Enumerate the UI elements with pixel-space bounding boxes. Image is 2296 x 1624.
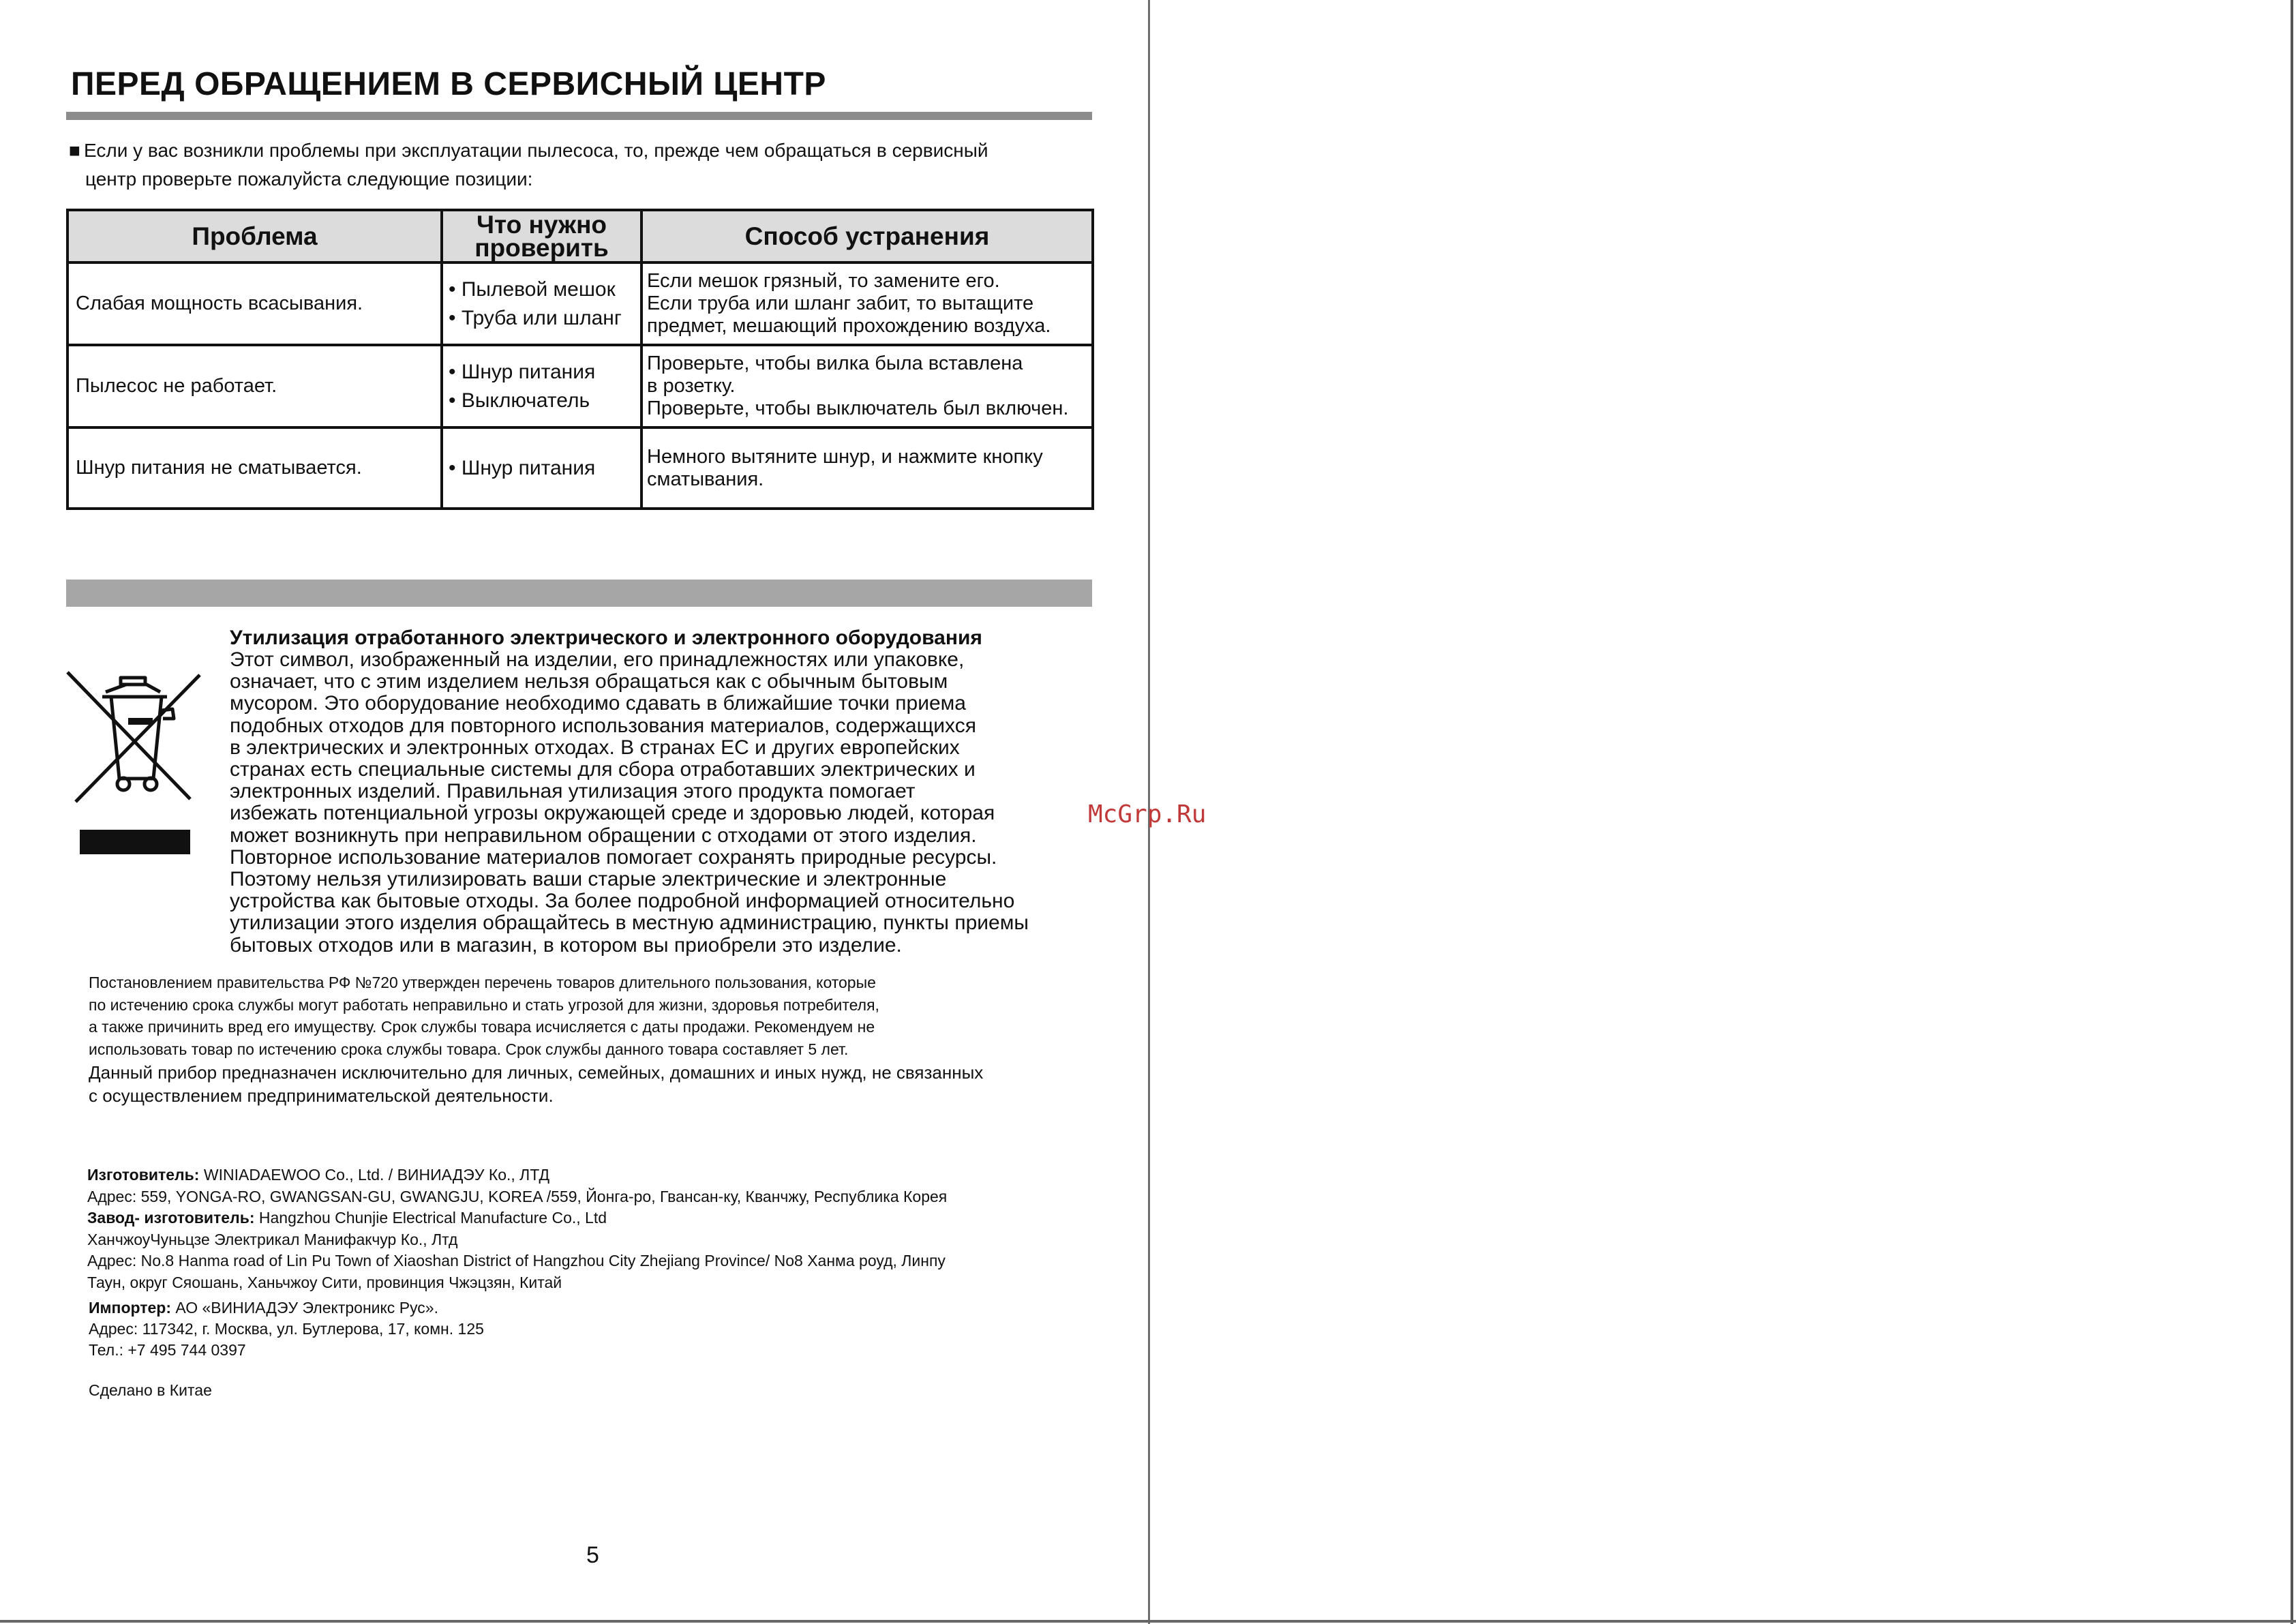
disposal-line: утилизации этого изделия обращайтесь в местную администрацию, пункты приемы (230, 912, 1029, 935)
table-row (67, 427, 1093, 509)
problem-cell: Слабая мощность всасывания. (67, 262, 442, 345)
importer-info (89, 1297, 1125, 1361)
title-underline (66, 112, 1092, 120)
square-bullet-icon: ■ (69, 140, 80, 161)
intro-line: Если у вас возникли проблемы при эксплуатации пылесоса, то, прежде чем обращаться в сервисный (84, 140, 988, 161)
maker-address: Адрес: 559, YONGA-RO, GWANGSAN-GU, GWANGJU, KOREA /559, Йонга-ро, Гвансан-ку, Кванчжу, Республика Корея (87, 1187, 948, 1205)
section-separator-band (66, 580, 1092, 607)
fix-line: Проверьте, чтобы вилка была вставлена (647, 352, 1023, 374)
factory-label: Завод- изготовитель: (87, 1209, 255, 1227)
check-item: • Пылевой мешок (449, 277, 616, 301)
fix-line: Проверьте, чтобы выключатель был включен. (647, 397, 1069, 419)
fix-line: Если труба или шланг забит, то вытащите (647, 292, 1034, 314)
fix-line: в розетку. (647, 375, 736, 397)
intro-line: центр проверьте пожалуйста следующие позиции: (85, 168, 533, 190)
service-life-decree (89, 972, 1111, 1060)
disposal-line: Поэтому нельзя утилизировать ваши старые электрические и электронные (230, 868, 947, 891)
intro-paragraph (69, 136, 1105, 194)
disposal-line: означает, что с этим изделием нельзя обращаться как с обычным бытовым (230, 670, 948, 693)
disposal-line: бытовых отходов или в магазин, в котором вы приобрели это изделие. (230, 933, 902, 957)
purpose-line: с осуществлением предпринимательской деятельности. (89, 1085, 554, 1106)
check-cell (442, 262, 641, 345)
disposal-line: Повторное использование материалов помогает сохранять природные ресурсы. (230, 845, 997, 869)
disposal-line: электронных изделий. Правильная утилизация этого продукта помогает (230, 780, 916, 803)
disposal-line: избежать потенциальной угрозы окружающей среде и здоровью людей, которая (230, 802, 995, 825)
fix-cell (641, 427, 1093, 509)
disposal-line: мусором. Это оборудование необходимо сдавать в ближайшие точки приема (230, 692, 966, 715)
check-item: • Труба или шланг (449, 306, 622, 329)
problem-cell: Шнур питания не сматывается. (67, 427, 442, 509)
column-header-problem: Проблема (67, 210, 442, 262)
fix-cell (641, 345, 1093, 427)
factory-address: Адрес: No.8 Hanma road of Lin Pu Town of Xiaoshan District of Hangzhou City Zhejiang Province/ No8 Ханма роуд, Линпу (87, 1252, 946, 1269)
check-cell (442, 427, 641, 509)
check-item: • Выключатель (449, 389, 590, 412)
disposal-line: устройства как бытовые отходы. За более подробной информацией относительно (230, 890, 1015, 913)
intended-use-note (89, 1061, 1111, 1107)
check-item: • Шнур питания (449, 456, 596, 479)
decree-line: использовать товар по истечению срока службы товара. Срок службы данного товара составляет 5 лет. (89, 1040, 849, 1058)
fix-line: Если мешок грязный, то замените его. (647, 270, 1000, 292)
disposal-title: Утилизация отработанного электрического и электронного оборудования (230, 627, 982, 649)
decree-line: а также причинить вред его имуществу. Срок службы товара исчисляется с даты продажи. Рекомендуем не (89, 1018, 875, 1036)
maker-label: Изготовитель: (87, 1166, 200, 1184)
check-item: • Шнур питания (449, 360, 596, 383)
fix-cell (641, 262, 1093, 345)
table-row (67, 345, 1093, 427)
disposal-line: в электрических и электронных отходах. В странах ЕС и других европейских (230, 736, 960, 759)
importer-value: АО «ВИНИАДЭУ Электроникс Рус». (171, 1299, 438, 1317)
disposal-line: подобных отходов для повторного использования материалов, содержащихся (230, 714, 976, 737)
separate-collection-bar (80, 830, 190, 854)
country-of-origin: Сделано в Китае (89, 1381, 212, 1399)
page-bottom-edge (0, 1620, 2296, 1623)
factory-address: Таун, округ Сяошань, Ханьчжоу Сити, провинция Чжэцзян, Китай (87, 1273, 562, 1291)
purpose-line: Данный прибор предназначен исключительно для личных, семейных, домашних и иных нужд, не связанных (89, 1062, 984, 1083)
page-title: ПЕРЕД ОБРАЩЕНИЕМ В СЕРВИСНЫЙ ЦЕНТР (71, 66, 826, 102)
column-header-fix: Способ устранения (641, 210, 1093, 262)
problem-cell: Пылесос не работает. (67, 345, 442, 427)
table-row (67, 262, 1093, 345)
decree-line: Постановлением правительства РФ №720 утвержден перечень товаров длительного пользования, которые (89, 974, 876, 991)
column-header-check: Что нужно проверить (442, 210, 641, 262)
watermark: McGrp.Ru (1088, 800, 1207, 828)
disposal-line: странах есть специальные системы для сбора отработавших электрических и (230, 758, 976, 781)
importer-label: Импортер: (89, 1299, 171, 1317)
page-right-edge (2291, 0, 2293, 1624)
maker-value: WINIADAEWOO Co., Ltd. / ВИНИАДЭУ Ко., ЛТД (199, 1166, 550, 1184)
fix-line: предмет, мешающий прохождению воздуха. (647, 315, 1051, 337)
troubleshooting-table (66, 209, 1094, 510)
check-cell (442, 345, 641, 427)
manufacturer-info (87, 1164, 1123, 1293)
disposal-line: Этот символ, изображенный на изделии, его принадлежностях или упаковке, (230, 648, 965, 671)
page-number: 5 (586, 1542, 599, 1568)
fix-line: сматывания. (647, 468, 764, 490)
disposal-line: может возникнуть при неправильном обращении с отходами от этого изделия. (230, 824, 977, 847)
decree-line: по истечению срока службы могут работать неправильно и стать угрозой для жизни, здоровья потребителя, (89, 995, 879, 1014)
crossed-out-wheelie-bin-icon (65, 670, 208, 806)
disposal-text (230, 649, 1109, 957)
importer-address: Адрес: 117342, г. Москва, ул. Бутлерова, 17, комн. 125 (89, 1320, 484, 1338)
importer-phone: Тел.: +7 495 744 0397 (89, 1341, 246, 1359)
fix-line: Немного вытяните шнур, и нажмите кнопку (647, 445, 1043, 468)
table-header-row (67, 210, 1093, 262)
factory-name-ru: ХанчжоуЧуньцзе Электрикал Манифакчур Ко., Лтд (87, 1230, 458, 1248)
factory-value: Hangzhou Chunjie Electrical Manufacture Co., Ltd (254, 1209, 607, 1227)
